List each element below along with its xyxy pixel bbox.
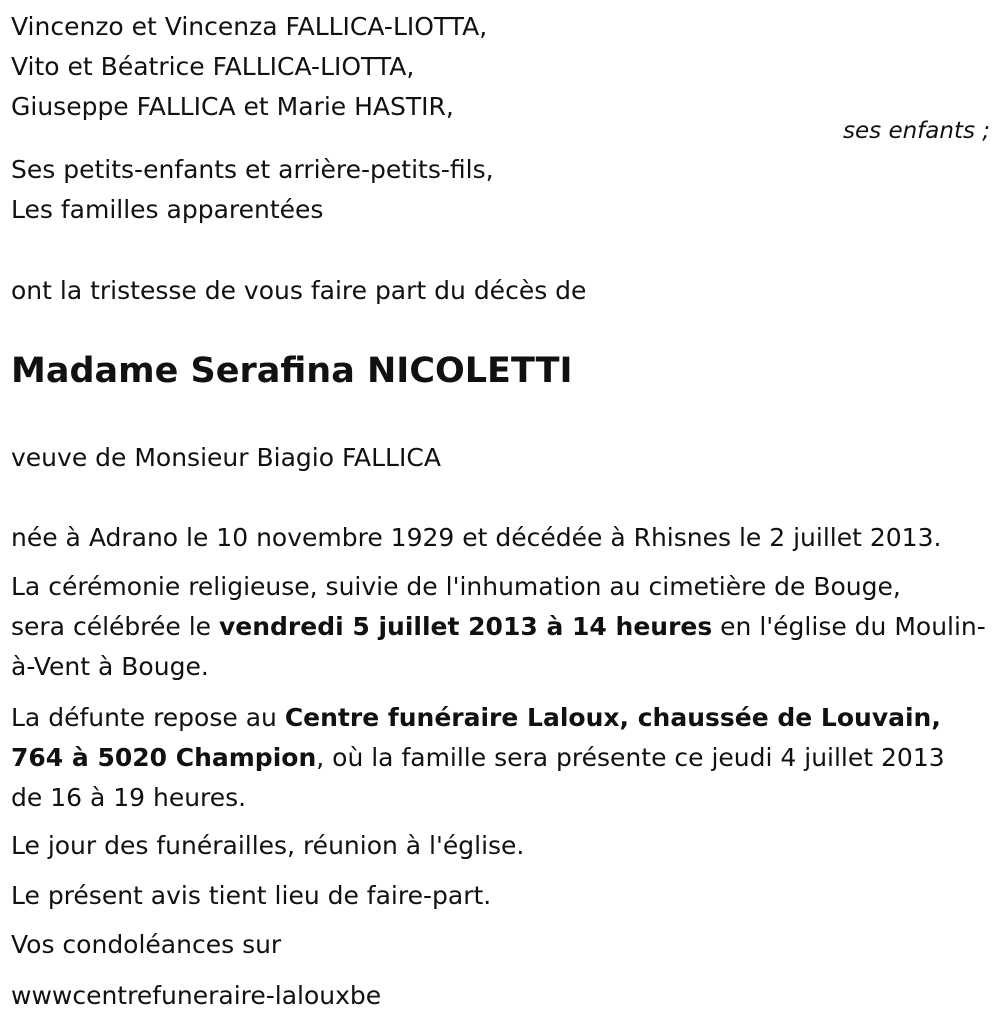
ceremony-date-time: vendredi 5 juillet 2013 à 14 heures	[218, 612, 713, 641]
funeral-center-address: 764 à 5020 Champion	[11, 743, 317, 772]
announcement: ont la tristesse de vous faire part du décès de	[11, 276, 587, 305]
children-line-1: Vincenzo et Vincenza FALLICA-LIOTTA,	[11, 12, 488, 41]
family-line-2: Les familles apparentées	[11, 195, 324, 224]
ceremony-line-2-pre: sera célébrée le	[11, 612, 219, 641]
children-line-3: Giuseppe FALLICA et Marie HASTIR,	[11, 92, 454, 121]
widow-of: veuve de Monsieur Biagio FALLICA	[11, 443, 441, 472]
funeral-center: Centre funéraire Laloux, chaussée de Louvain,	[284, 703, 941, 732]
repose-line-3: de 16 à 19 heures.	[11, 783, 247, 812]
repose-line-1	[11, 705, 941, 730]
funeral-day: Le jour des funérailles, réunion à l'église.	[11, 831, 525, 860]
ceremony-line-2	[11, 614, 986, 639]
born-died: née à Adrano le 10 novembre 1929 et décédée à Rhisnes le 2 juillet 2013.	[11, 523, 942, 552]
ceremony-line-2-post: en l'église du Moulin-	[712, 612, 986, 641]
deceased-name: Madame Serafina NICOLETTI	[11, 351, 573, 391]
condolences-label: Vos condoléances sur	[11, 930, 282, 959]
condolences-website: wwwcentrefuneraire-lalouxbe	[11, 981, 382, 1010]
ceremony-line-1: La cérémonie religieuse, suivie de l'inhumation au cimetière de Bouge,	[11, 572, 901, 601]
repose-line-2-post: , où la famille sera présente ce jeudi 4 juillet 2013	[316, 743, 945, 772]
ceremony-line-3: à-Vent à Bouge.	[11, 652, 209, 681]
repose-line-1-pre: La défunte repose au	[11, 703, 285, 732]
children-suffix: ses enfants ;	[843, 118, 990, 144]
family-line-1: Ses petits-enfants et arrière-petits-fils,	[11, 155, 494, 184]
notice: Le présent avis tient lieu de faire-part.	[11, 881, 492, 910]
children-line-2: Vito et Béatrice FALLICA-LIOTTA,	[11, 52, 415, 81]
repose-line-2	[11, 745, 945, 770]
